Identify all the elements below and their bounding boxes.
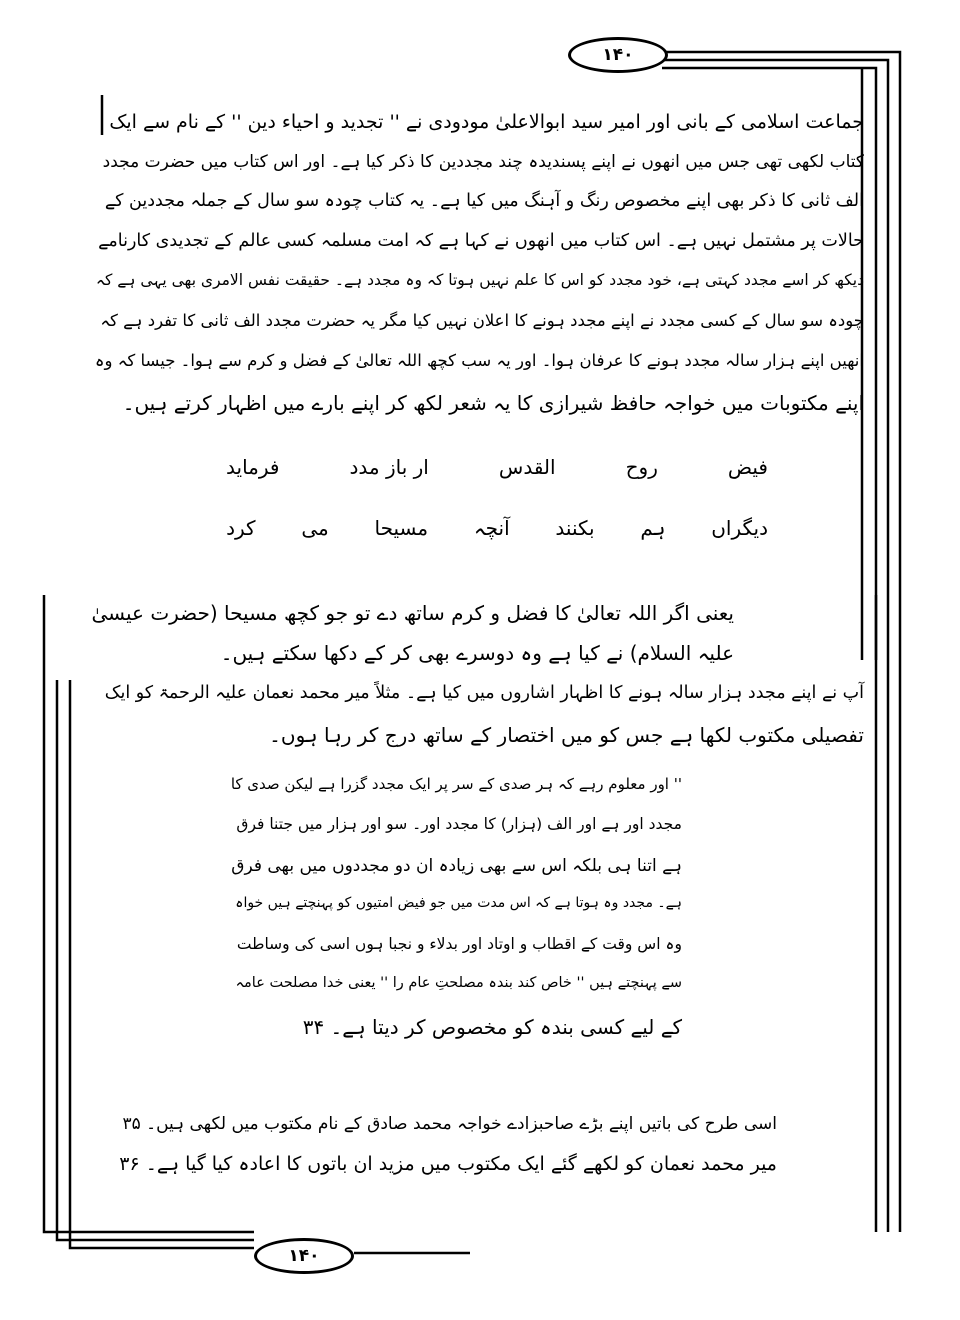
intro-line-3: الف ثانی کا ذکر بھی اپنے مخصوص رنگ و آہنگ میں کیا ہے۔ یہ کتاب چودہ سو سال کے جملہ مجددین کے xyxy=(104,191,864,211)
translation-line-1: یعنی اگر اللہ تعالیٰ کا فضل و کرم ساتھ دے تو جو کچھ مسیحا (حضرت عیسیٰ xyxy=(91,601,734,625)
poem-word: القدس xyxy=(498,455,556,479)
poem-word: فرماید xyxy=(226,455,280,479)
poem-line-1 xyxy=(226,455,768,479)
intro-line-4: حالات پر مشتمل نہیں ہے۔ اس کتاب میں انھوں نے کہا ہے کہ امت مسلمہ کسی عالم کے تجدیدی کارنامے xyxy=(98,231,864,251)
poem-line-2 xyxy=(226,516,768,540)
intro-line-7: انھیں اپنے ہزار سالہ مجدد ہونے کا عرفان ہوا۔ اور یہ سب کچھ اللہ تعالیٰ کے فضل و کرم سے ہوا۔ جیسا کہ وہ xyxy=(94,351,864,370)
page-number-bottom: ۱۴۰ xyxy=(254,1238,354,1274)
quote-line-3: ہے اتنا ہی بلکہ اس سے بھی زیادہ ان دو مجددوں میں بھی فرق xyxy=(231,856,682,876)
middle-line-2: تفصیلی مکتوب لکھا ہے جس کو میں اختصار کے ساتھ درج کر رہا ہوں۔ xyxy=(269,723,864,747)
poem-word: فیض xyxy=(727,455,768,479)
poem-word: می xyxy=(301,516,329,540)
closing-line-2: میر محمد نعمان کو لکھے گئے ایک مکتوب میں مزید ان باتوں کا اعادہ کیا گیا ہے۔ ۳۶ xyxy=(119,1153,777,1175)
poem-word: کرد xyxy=(226,516,256,540)
intro-line-8: اپنے مکتوبات میں خواجہ حافظ شیرازی کا یہ شعر لکھ کر اپنے بارے میں اظہار کرتے ہیں۔ xyxy=(122,391,864,415)
poem-word: ہم xyxy=(640,516,666,540)
page-number-top: ۱۴۰ xyxy=(568,37,668,73)
intro-line-1: جماعت اسلامی کے بانی اور امیر سید ابوالاعلیٰ مودودی نے '' تجدید و احیاء دین '' کے نام سے ایک xyxy=(109,111,864,133)
quote-line-4: ہے۔ مجدد وہ ہوتا ہے کہ اس مدت میں جو فیض امتیوں کو پہنچتے ہیں خواہ xyxy=(235,895,682,911)
quote-line-5: وہ اس وقت کے اقطاب و اوتاد اور بدلاء و نجبا ہوں اسی کی وساطت xyxy=(236,935,682,953)
quote-line-6: سے پہنچتے ہیں '' خاص کند بندہ مصلحتِ عام را '' یعنی خدا مصلحت عامہ xyxy=(235,975,682,991)
middle-line-1: آپ نے اپنے مجدد ہزار سالہ ہونے کا اظہار اشاروں میں کیا ہے۔ مثلاً میر محمد نعمان علیہ الرحمۃ کو ایک xyxy=(104,683,864,703)
poem-word: دیگراں xyxy=(711,516,768,540)
closing-line-1: اسی طرح کی باتیں اپنے بڑے صاحبزادے خواجہ محمد صادق کے نام مکتوب میں لکھی ہیں۔ ۳۵ xyxy=(122,1114,777,1134)
poem-word: مسیحا xyxy=(374,516,429,540)
translation-line-2: علیہ السلام) نے کیا ہے وہ دوسرے بھی کر کے دکھا سکتے ہیں۔ xyxy=(220,641,734,665)
poem-word: بکنند xyxy=(555,516,595,540)
quote-line-2: مجدد اور ہے اور الف (ہزار) کا مجدد اور۔ سو اور ہزار میں جتنا فرق xyxy=(236,815,682,833)
intro-line-5: دیکھ کر اسے مجدد کہتی ہے، خود مجدد کو اس کا علم نہیں ہوتا کہ وہ مجدد ہے۔ حقیقت نفس الامری بھی یہی ہے کہ xyxy=(95,271,864,289)
intro-line-2: کتاب لکھی تھی جس میں انھوں نے اپنے پسندیدہ چند مجددین کا ذکر کیا ہے۔ اور اس کتاب میں حضرت مجدد xyxy=(102,152,864,172)
quote-line-1: '' اور معلوم رہے کہ ہر صدی کے سر پر ایک مجدد گزرا ہے لیکن صدی کا xyxy=(230,775,682,793)
poem-word: آنچہ xyxy=(473,516,510,540)
poem-word: ار باز مدد xyxy=(349,455,429,479)
intro-line-6: چودہ سو سال کے کسی مجدد نے اپنے مجدد ہونے کا اعلان نہیں کیا مگر یہ حضرت مجدد الف ثانی کا تفرد ہے کہ xyxy=(100,311,864,330)
quote-line-7: کے لیے کسی بندہ کو مخصوص کر دیتا ہے۔ ۳۴ xyxy=(302,1015,682,1039)
poem-word: روح xyxy=(625,455,658,479)
